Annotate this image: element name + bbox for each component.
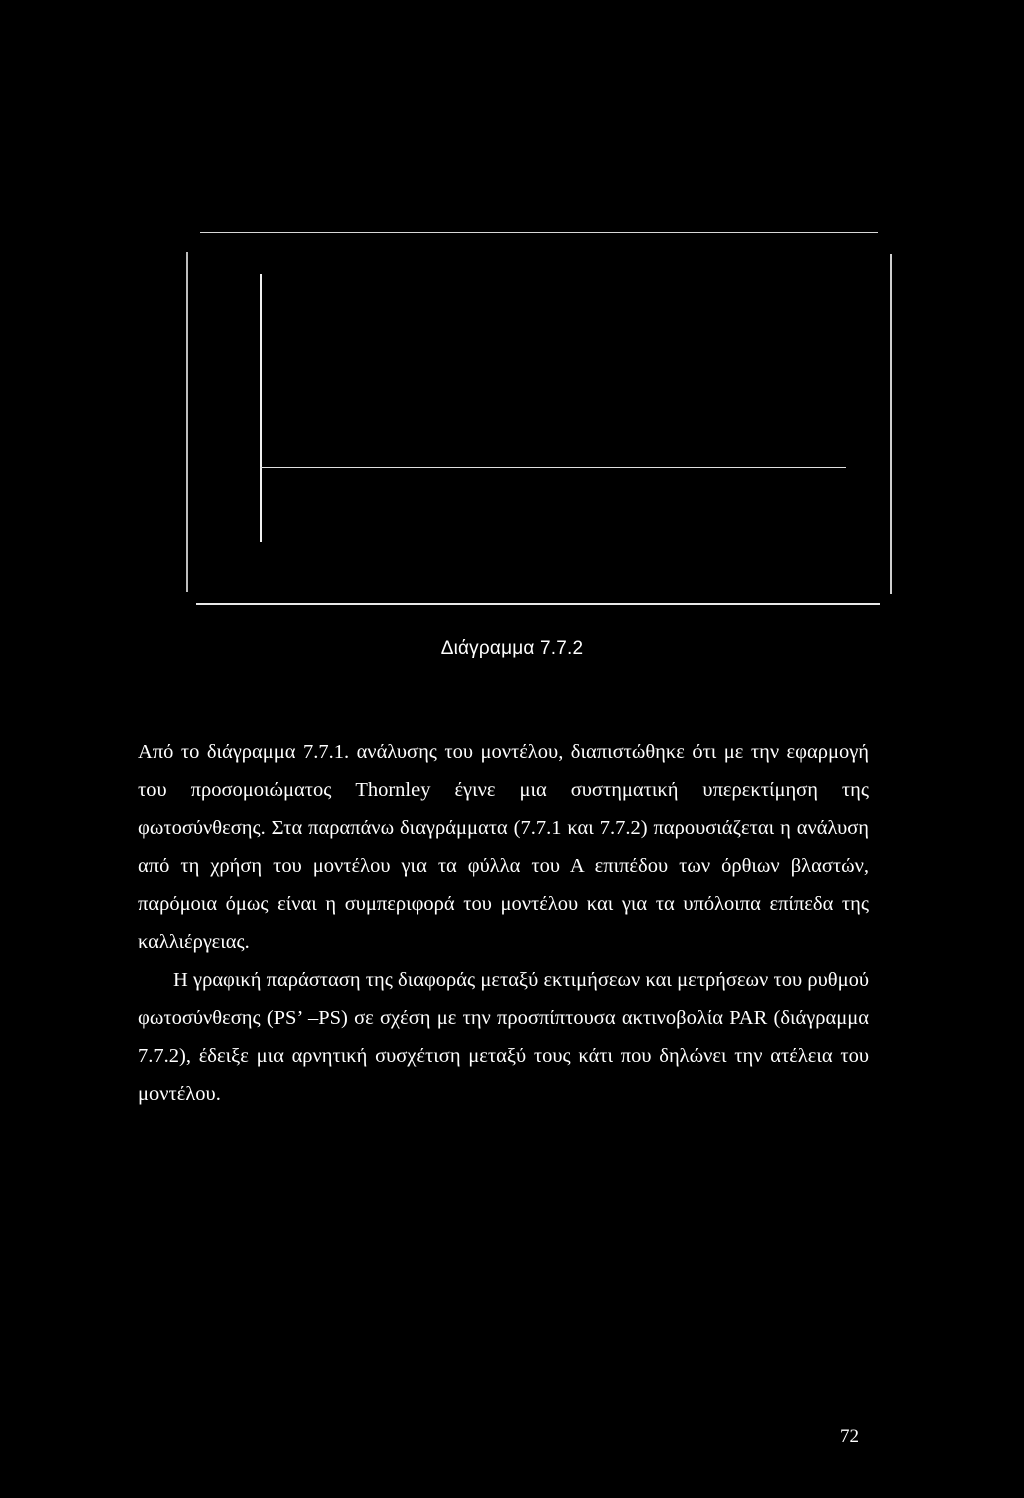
figure-frame-left bbox=[186, 252, 188, 592]
figure-frame-top bbox=[200, 232, 878, 233]
paragraph-1: Από το διάγραμμα 7.7.1. ανάλυσης του μοντέλου, διαπιστώθηκε ότι με την εφαρμογή του προσομοιώματος Thornley έγινε μια συστηματική υπερεκτίμηση της φωτοσύνθεσης. Στα παραπάνω διαγράμματα (7.7.1 και 7.7.2) παρουσιάζεται η ανάλυση από τη χρήση του μοντέλου για τα φύλλα του Α επιπέδου των όρθιων βλαστών, παρόμοια όμως είναι η συμπεριφορά του μοντέλου και για τα υπόλοιπα επίπεδα της καλλιέργειας. bbox=[138, 741, 869, 953]
paragraph-2: Η γραφική παράσταση της διαφοράς μεταξύ εκτιμήσεων και μετρήσεων του ρυθμού φωτοσύνθεσης (PS’ –PS) σε σχέση με την προσπίπτουσα ακτινοβολία PAR (διάγραμμα 7.7.2), έδειξε μια αρνητική συσχέτιση μεταξύ τους κάτι που δηλώνει την ατέλεια του μοντέλου. bbox=[138, 969, 869, 1105]
body-text bbox=[138, 733, 869, 1113]
figure-7-7-2 bbox=[186, 232, 893, 604]
figure-caption: Διάγραμμα 7.7.2 bbox=[440, 638, 584, 659]
figure-frame-bottom bbox=[196, 603, 880, 605]
plot-y-axis bbox=[260, 274, 262, 542]
figure-frame-right bbox=[890, 254, 892, 594]
page-number: 72 bbox=[840, 1426, 859, 1447]
plot-zero-line bbox=[260, 467, 846, 468]
